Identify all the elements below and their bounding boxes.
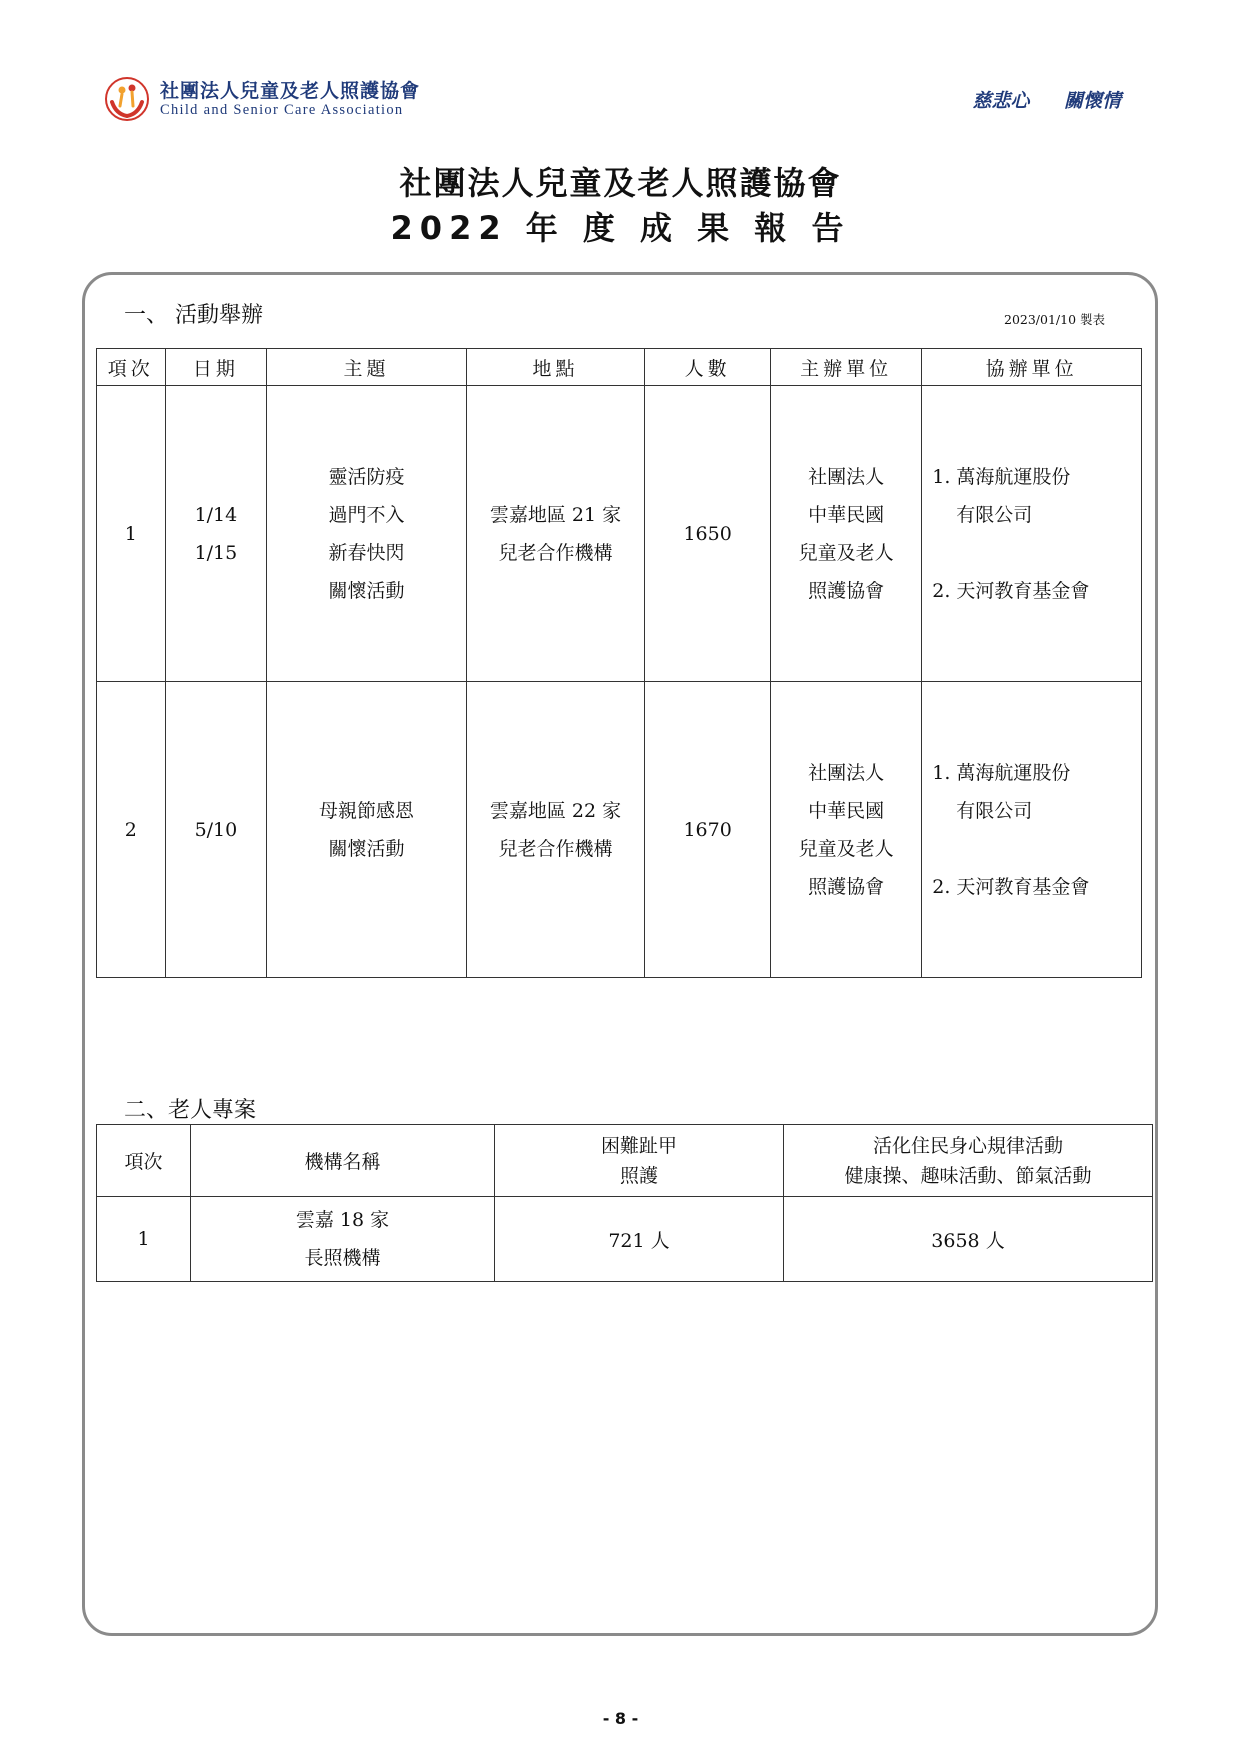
- co-organizer-line: 2. 天河教育基金會: [932, 875, 1090, 898]
- organizer-line: 照護協會: [808, 579, 885, 602]
- column-header: 協辦單位: [922, 349, 1142, 386]
- organizer-line: 兒童及老人: [798, 837, 894, 860]
- theme-line: 母親節感恩: [319, 799, 415, 822]
- institution-line: 長照機構: [304, 1247, 381, 1269]
- table-row: [97, 1197, 1153, 1282]
- organizer-line: 社團法人: [808, 761, 885, 784]
- org-logo: [104, 76, 524, 124]
- header-line: 健康操、趣味活動、節氣活動: [844, 1164, 1092, 1187]
- cell-organizer: [771, 386, 922, 682]
- place-line: 兒老合作機構: [498, 837, 613, 860]
- organizer-line: 照護協會: [808, 875, 885, 898]
- cell-nail-care: 721 人: [495, 1197, 784, 1282]
- section-title-activities: 一、 活動舉辦: [124, 303, 263, 328]
- table-row: [97, 682, 1142, 978]
- header-line: 困難趾甲: [600, 1134, 677, 1157]
- column-header: [495, 1125, 784, 1197]
- organizer-line: 中華民國: [808, 799, 885, 822]
- table-header-row: [97, 1125, 1153, 1197]
- made-date: 2023/01/10 製表: [1004, 312, 1106, 327]
- organizer-line: 中華民國: [808, 503, 885, 526]
- cell-place: [466, 682, 644, 978]
- organizer-line: 社團法人: [808, 465, 885, 488]
- cell-no: 1: [97, 386, 166, 682]
- column-header: 主題: [267, 349, 467, 386]
- cell-date: [165, 386, 267, 682]
- cell-theme: [267, 682, 467, 978]
- header-line: 照護: [619, 1164, 658, 1187]
- column-header: 主辦單位: [771, 349, 922, 386]
- page-number: - 8 -: [602, 1709, 639, 1728]
- co-organizer-line: 有限公司: [956, 799, 1033, 822]
- date-line: 5/10: [194, 818, 238, 841]
- cell-no: 1: [97, 1197, 191, 1282]
- place-line: 雲嘉地區 21 家: [489, 503, 622, 526]
- column-header: [784, 1125, 1153, 1197]
- co-organizer-spacer: [932, 534, 1141, 572]
- slogan: 慈悲心 關懷情: [972, 90, 1121, 112]
- place-line: 雲嘉地區 22 家: [489, 799, 622, 822]
- document-title: 社團法人兒童及老人照護協會: [399, 164, 842, 202]
- cell-activity-count: 3658 人: [784, 1197, 1153, 1282]
- date-line: 1/15: [194, 541, 238, 564]
- document-subtitle: 2022 年 度 成 果 報 告: [390, 209, 851, 247]
- table-row: [97, 386, 1142, 682]
- logo-icon: [104, 76, 150, 122]
- column-header: 地點: [466, 349, 644, 386]
- section-title-elder-project: 二、老人專案: [124, 1098, 257, 1123]
- column-header: 項次: [97, 349, 166, 386]
- cell-theme: [267, 386, 467, 682]
- cell-co-organizer: [922, 386, 1142, 682]
- elder-project-table: [96, 1124, 1153, 1282]
- co-organizer-line: 2. 天河教育基金會: [932, 579, 1090, 602]
- column-header: 機構名稱: [191, 1125, 495, 1197]
- cell-date: [165, 682, 267, 978]
- cell-institution: [191, 1197, 495, 1282]
- institution-line: 雲嘉 18 家: [295, 1209, 390, 1231]
- theme-line: 關懷活動: [328, 579, 405, 602]
- cell-co-organizer: [922, 682, 1142, 978]
- theme-line: 關懷活動: [328, 837, 405, 860]
- co-organizer-line: 有限公司: [956, 503, 1033, 526]
- activities-table: [96, 348, 1142, 978]
- place-line: 兒老合作機構: [498, 541, 613, 564]
- theme-line: 過門不入: [328, 503, 405, 526]
- co-organizer-line: 1. 萬海航運股份: [932, 761, 1071, 784]
- date-line: 1/14: [194, 503, 238, 526]
- cell-no: 2: [97, 682, 166, 978]
- header-line: 活化住民身心規律活動: [872, 1134, 1063, 1157]
- cell-count: 1670: [645, 682, 771, 978]
- theme-line: 新春快閃: [328, 541, 405, 564]
- co-organizer-spacer: [932, 830, 1141, 868]
- co-organizer-line: 1. 萬海航運股份: [932, 465, 1071, 488]
- organizer-line: 兒童及老人: [798, 541, 894, 564]
- table-header-row: [97, 349, 1142, 386]
- cell-organizer: [771, 682, 922, 978]
- org-name-en: Child and Senior Care Association: [160, 102, 404, 118]
- column-header: 人數: [645, 349, 771, 386]
- theme-line: 靈活防疫: [328, 465, 405, 488]
- cell-place: [466, 386, 644, 682]
- cell-count: 1650: [645, 386, 771, 682]
- column-header: 項次: [97, 1125, 191, 1197]
- column-header: 日期: [165, 349, 267, 386]
- org-name-cn: 社團法人兒童及老人照護協會: [160, 80, 421, 102]
